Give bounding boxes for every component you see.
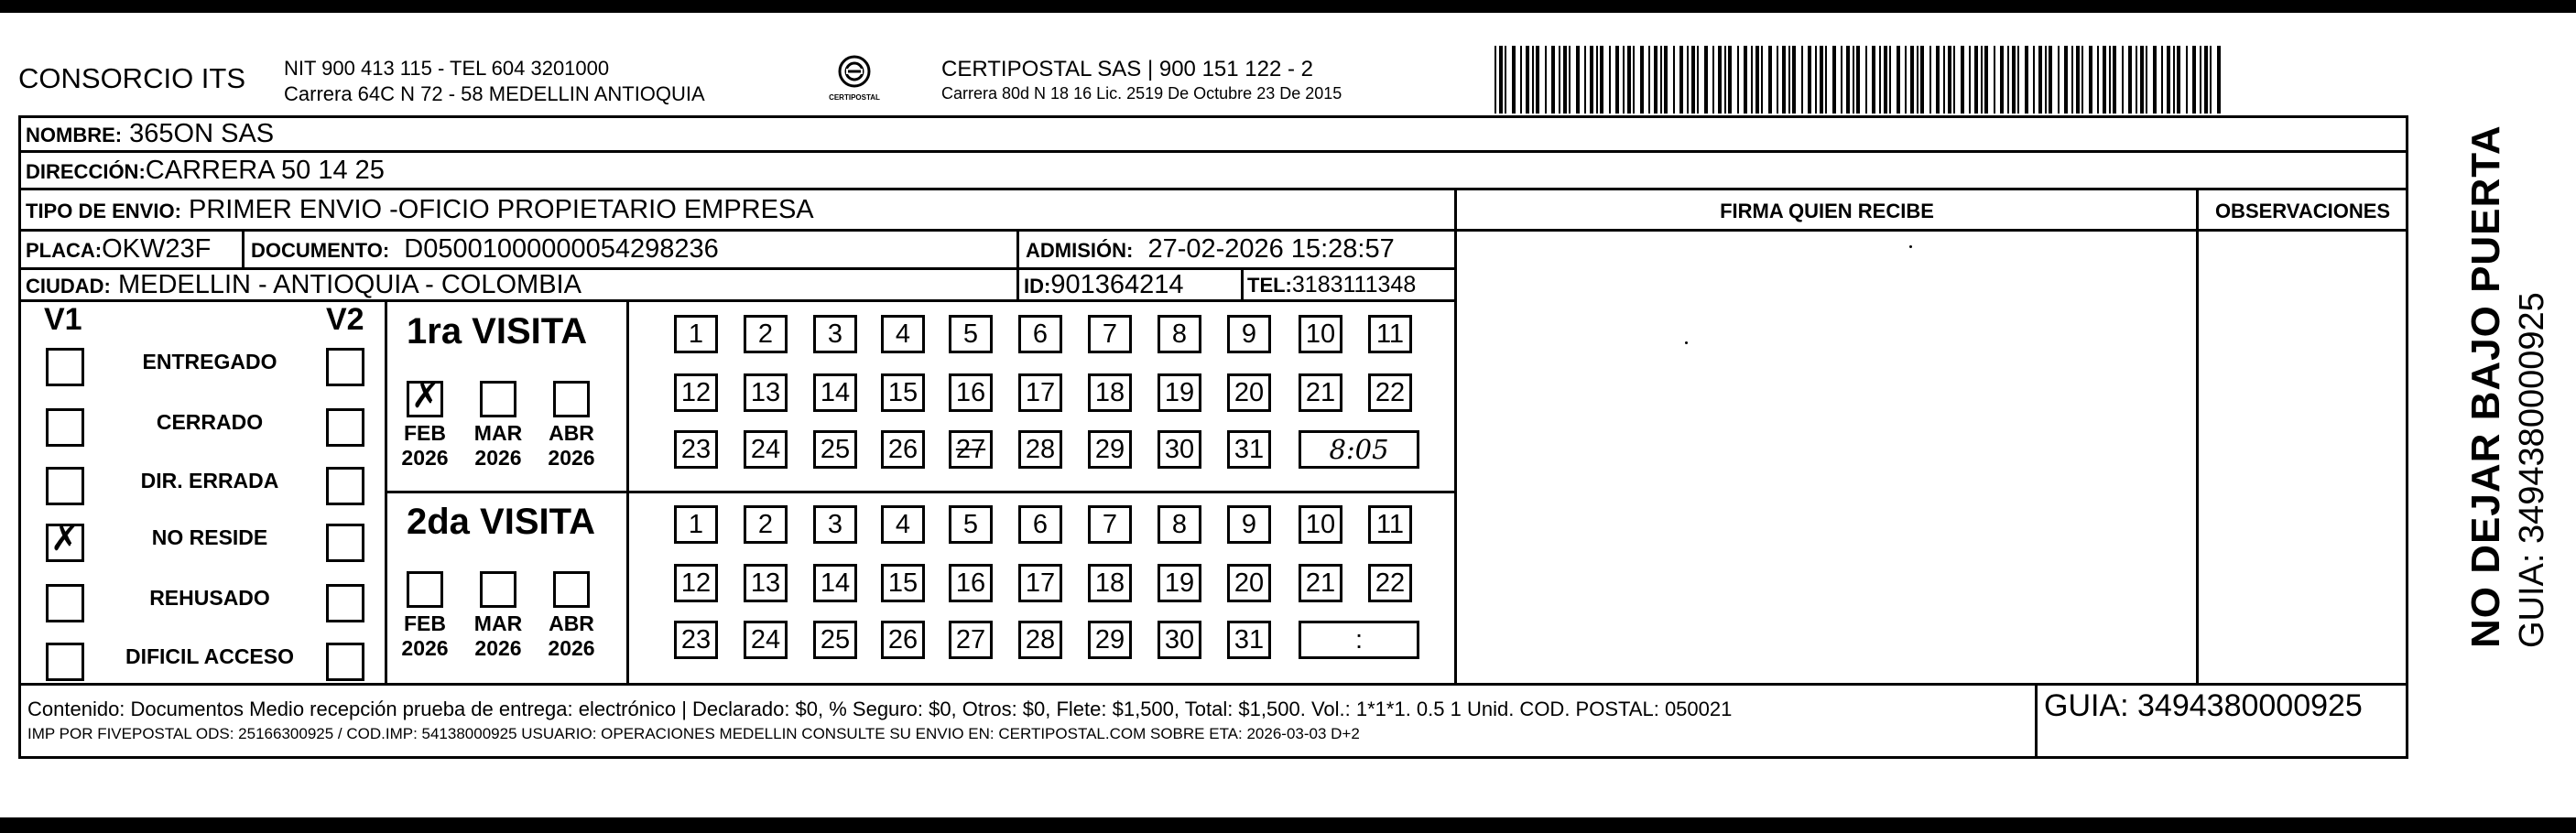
barcode-bar: [2058, 46, 2060, 114]
footer-content-line: Contenido: Documentos Medio recepción prueba de entrega: electrónico | Declarado: $0, % Seguro: $0, Otros: $0, Flete: $1,500, Total: $1,500. Vol.: 1*1*1. 0.5 1 Unid. COD. POSTAL: 050021: [27, 698, 1733, 720]
barcode-bar: [1879, 46, 1881, 114]
v2-checkbox[interactable]: [326, 408, 364, 447]
barcode-bar: [1994, 46, 1995, 114]
barcode-bar: [1718, 46, 1722, 114]
frame-line: [18, 229, 2408, 232]
frame-line: [242, 229, 245, 269]
barcode-bar: [1505, 46, 1506, 114]
day-box[interactable]: 16: [949, 373, 993, 412]
barcode-bar: [1590, 46, 1593, 114]
day-box[interactable]: 3: [813, 505, 857, 544]
day-box[interactable]: 26: [881, 430, 925, 469]
day-box[interactable]: 28: [1018, 430, 1062, 469]
status-label: REHUSADO: [149, 586, 270, 610]
tipo-row: [26, 195, 814, 225]
v1-checkbox[interactable]: [46, 643, 84, 681]
day-box[interactable]: 29: [1088, 621, 1132, 659]
barcode-bar: [2064, 46, 2068, 114]
bottom-border-bar: [0, 817, 2576, 833]
barcode-bar: [2109, 46, 2111, 114]
company-nit: NIT 900 413 115 - TEL 604 3201000: [284, 57, 610, 80]
frame-line: [2406, 115, 2408, 759]
barcode-bar: [1841, 46, 1842, 114]
year-label: 2026: [474, 636, 522, 660]
barcode-bar: [1724, 46, 1726, 114]
barcode-bar: [1687, 46, 1689, 114]
time-field[interactable]: :: [1299, 621, 1419, 659]
day-box[interactable]: 27: [949, 430, 993, 469]
barcode-bar: [2017, 46, 2019, 114]
placa-row: [26, 234, 211, 265]
barcode-bar: [1545, 46, 1547, 114]
day-box[interactable]: 17: [1018, 373, 1062, 412]
v1-checkbox[interactable]: [46, 518, 84, 562]
checkmark-icon: ✗: [411, 375, 440, 416]
barcode-bar: [2038, 46, 2042, 114]
barcode-bar: [2122, 46, 2124, 114]
tracking-barcode: [1493, 46, 2225, 114]
v2-checkbox[interactable]: [326, 524, 364, 562]
visit2-title: 2da VISITA: [407, 502, 595, 542]
barcode-bar: [2012, 46, 2016, 114]
barcode-bar: [1679, 46, 1683, 114]
barcode-bar: [1615, 46, 1619, 114]
no-dejar-warning: NO DEJAR BAJO PUERTA: [2463, 124, 2508, 648]
day-box[interactable]: 13: [744, 373, 788, 412]
side-guia: GUIA: 3494380000925: [2513, 292, 2551, 648]
barcode-bar: [2186, 46, 2188, 114]
logo-text: CERTIPOSTAL: [829, 93, 880, 102]
barcode-bar: [2097, 46, 2099, 114]
day-box[interactable]: 2: [744, 315, 788, 353]
guia-number: GUIA: 3494380000925: [2044, 688, 2363, 723]
day-box[interactable]: 23: [674, 430, 718, 469]
day-box[interactable]: 17: [1018, 564, 1062, 602]
frame-line: [18, 188, 2408, 190]
barcode-bar: [2177, 46, 2180, 114]
barcode-bar: [1728, 46, 1732, 114]
day-box[interactable]: 2: [744, 505, 788, 544]
day-box[interactable]: 14: [813, 564, 857, 602]
v1-checkbox[interactable]: [46, 408, 84, 447]
barcode-bar: [1596, 46, 1598, 114]
company-name: CONSORCIO ITS: [18, 62, 246, 94]
barcode-bar: [2200, 46, 2201, 114]
barcode-bar: [1777, 46, 1778, 114]
month-label: FEB: [404, 421, 446, 445]
barcode-bar: [2000, 46, 2004, 114]
barcode-bar: [1551, 46, 1555, 114]
barcode-bar: [2033, 46, 2035, 114]
day-box[interactable]: 12: [674, 564, 718, 602]
barcode-bar: [1981, 46, 1983, 114]
barcode-bar: [2045, 46, 2047, 114]
barcode-bar: [1755, 46, 1759, 114]
barcode-bar: [1815, 46, 1817, 114]
barcode-bar: [1920, 46, 1924, 114]
barcode-bar: [1532, 46, 1534, 114]
barcode-bar: [1872, 46, 1875, 114]
barcode-bar: [1808, 46, 1811, 114]
barcode-bar: [2136, 46, 2137, 114]
top-border-bar: [0, 0, 2576, 13]
barcode-bar: [1627, 46, 1631, 114]
barcode-bar: [1884, 46, 1887, 114]
firma-header: FIRMA QUIEN RECIBE: [1720, 200, 1934, 222]
day-box[interactable]: 18: [1088, 373, 1132, 412]
status-label: DIR. ERRADA: [140, 469, 279, 492]
frame-line: [18, 683, 2408, 686]
day-box[interactable]: 11: [1368, 315, 1412, 353]
barcode-bar: [2049, 46, 2052, 114]
barcode-bar: [1673, 46, 1675, 114]
barcode-bar: [1905, 46, 1907, 114]
frame-line: [2035, 683, 2038, 759]
barcode-bar: [1865, 46, 1867, 114]
day-box[interactable]: 10: [1299, 505, 1342, 544]
month-label: FEB: [404, 611, 446, 635]
barcode-bar: [2146, 46, 2147, 114]
barcode-bar: [1495, 46, 1496, 114]
month-checkbox[interactable]: [407, 571, 443, 608]
day-box[interactable]: 30: [1158, 621, 1201, 659]
day-box[interactable]: 10: [1299, 315, 1342, 353]
day-box[interactable]: 27: [949, 621, 993, 659]
frame-line: [18, 150, 2408, 153]
day-box[interactable]: 21: [1299, 373, 1342, 412]
month-label: MAR: [473, 611, 523, 635]
barcode-bar: [1856, 46, 1860, 114]
frame-line: [1454, 188, 1457, 685]
month-checkbox[interactable]: [553, 381, 590, 417]
placa-label: PLACA:: [26, 239, 103, 262]
barcode-bar: [1936, 46, 1940, 114]
barcode-bar: [1792, 46, 1796, 114]
day-box[interactable]: 21: [1299, 564, 1342, 602]
barcode-bar: [1536, 46, 1539, 114]
day-box[interactable]: 8: [1158, 505, 1201, 544]
day-box[interactable]: 6: [1018, 315, 1062, 353]
barcode-bar: [2167, 46, 2170, 114]
direccion-value: CARRERA 50 14 25: [145, 156, 385, 185]
day-box[interactable]: 20: [1227, 564, 1271, 602]
barcode-bar: [2089, 46, 2092, 114]
year-label: 2026: [548, 446, 595, 470]
barcode-bar: [1832, 46, 1836, 114]
barcode-bar: [1953, 46, 1955, 114]
certipostal-license: Carrera 80d N 18 16 Lic. 2519 De Octubre 23 De 2015: [941, 84, 1342, 103]
barcode-bar: [2025, 46, 2028, 114]
barcode-bar: [1648, 46, 1650, 114]
barcode-bar: [1526, 46, 1529, 114]
frame-line: [2196, 188, 2199, 685]
barcode-bar: [1801, 46, 1803, 114]
barcode-bar: [1623, 46, 1625, 114]
barcode-bar: [2140, 46, 2144, 114]
day-box[interactable]: 28: [1018, 621, 1062, 659]
day-box[interactable]: 9: [1227, 315, 1271, 353]
documento-label: DOCUMENTO:: [251, 239, 390, 262]
barcode-bar: [1897, 46, 1900, 114]
frame-line: [1241, 267, 1244, 301]
day-box[interactable]: 24: [744, 621, 788, 659]
month-checkbox[interactable]: [480, 571, 516, 608]
barcode-bar: [2217, 46, 2221, 114]
barcode-bar: [1929, 46, 1931, 114]
day-box[interactable]: 4: [881, 315, 925, 353]
checkmark-icon: ✗: [50, 518, 80, 558]
year-label: 2026: [401, 446, 449, 470]
day-box[interactable]: 25: [813, 430, 857, 469]
v1-checkbox[interactable]: [46, 467, 84, 505]
day-box[interactable]: 29: [1088, 430, 1132, 469]
day-box[interactable]: 16: [949, 564, 993, 602]
nombre-label: NOMBRE:: [26, 124, 123, 146]
frame-line: [18, 115, 21, 759]
barcode-bar: [1948, 46, 1951, 114]
month-checkbox[interactable]: [553, 571, 590, 608]
id-row: [1024, 270, 1183, 300]
day-box[interactable]: 14: [813, 373, 857, 412]
barcode-bar: [1600, 46, 1603, 114]
day-box[interactable]: 15: [881, 564, 925, 602]
barcode-bar: [2113, 46, 2116, 114]
day-box[interactable]: 31: [1227, 430, 1271, 469]
frame-line: [1016, 229, 1019, 269]
day-box[interactable]: 31: [1227, 621, 1271, 659]
admision-row: [1026, 234, 1395, 265]
barcode-bar: [2007, 46, 2009, 114]
admision-label: ADMISIÓN:: [1026, 239, 1134, 262]
day-box[interactable]: 30: [1158, 430, 1201, 469]
month-checkbox[interactable]: [407, 375, 443, 417]
barcode-bar: [1984, 46, 1988, 114]
barcode-bar: [1974, 46, 1978, 114]
footer-print-line: IMP POR FIVEPOSTAL ODS: 25166300925 / COD.IMP: 54138000925 USUARIO: OPERACIONES MEDELLIN CONSULTE SU ENVIO EN: CERTIPOSTAL.COM SOBRE ETA: 2026-03-03 D+2: [27, 725, 1360, 742]
frame-line: [18, 115, 2408, 118]
certipostal-info: CERTIPOSTAL SAS | 900 151 122 - 2: [941, 57, 1313, 81]
certipostal-logo: [821, 53, 888, 108]
v2-header: V2: [326, 302, 364, 337]
v2-checkbox[interactable]: [326, 643, 364, 681]
barcode-bar: [1660, 46, 1662, 114]
v2-checkbox[interactable]: [326, 348, 364, 386]
barcode-bar: [1640, 46, 1644, 114]
barcode-bar: [1768, 46, 1772, 114]
barcode-bar: [1520, 46, 1522, 114]
barcode-bar: [2153, 46, 2157, 114]
frame-line: [1016, 267, 1019, 301]
admision-value: 27-02-2026 15:28:57: [1147, 234, 1395, 264]
day-box[interactable]: 3: [813, 315, 857, 353]
barcode-bar: [1576, 46, 1580, 114]
documento-row: [251, 234, 719, 265]
side-label: [2463, 124, 2551, 648]
signature-dot: [1685, 341, 1688, 344]
barcode-bar: [1499, 46, 1503, 114]
day-box[interactable]: 9: [1227, 505, 1271, 544]
barcode-bar: [1961, 46, 1964, 114]
visit1-title: 1ra VISITA: [407, 311, 588, 352]
month-label: ABR: [549, 611, 594, 635]
id-value: 901364214: [1050, 270, 1184, 299]
signature-dot: [1909, 245, 1912, 248]
barcode-bar: [1704, 46, 1708, 114]
barcode-bar: [1820, 46, 1823, 114]
day-box[interactable]: 1: [674, 505, 718, 544]
barcode-bar: [1559, 46, 1560, 114]
year-label: 2026: [401, 636, 449, 660]
barcode-bar: [2103, 46, 2106, 114]
day-box[interactable]: 18: [1088, 564, 1132, 602]
barcode-bar: [1969, 46, 1971, 114]
tipo-label: TIPO DE ENVIO:: [26, 200, 181, 222]
status-label: ENTREGADO: [142, 350, 277, 373]
company-address: Carrera 64C N 72 - 58 MEDELLIN ANTIOQUIA: [284, 82, 705, 105]
day-box[interactable]: 12: [674, 373, 718, 412]
v1-header: V1: [44, 302, 82, 337]
ciudad-label: CIUDAD:: [26, 275, 111, 298]
barcode-bar: [2173, 46, 2175, 114]
barcode-bar: [2204, 46, 2208, 114]
day-box[interactable]: 7: [1088, 505, 1132, 544]
status-label: DIFICIL ACCESO: [125, 644, 294, 668]
day-box[interactable]: 11: [1368, 505, 1412, 544]
barcode-bar: [2071, 46, 2073, 114]
day-box[interactable]: 19: [1158, 564, 1201, 602]
day-box[interactable]: 7: [1088, 315, 1132, 353]
day-box[interactable]: 8: [1158, 315, 1201, 353]
day-box[interactable]: 15: [881, 373, 925, 412]
year-label: 2026: [474, 446, 522, 470]
nombre-row: [26, 119, 274, 149]
barcode-bar: [1846, 46, 1850, 114]
day-box[interactable]: 23: [674, 621, 718, 659]
day-box[interactable]: 19: [1158, 373, 1201, 412]
day-box[interactable]: 13: [744, 564, 788, 602]
barcode-bar: [1664, 46, 1668, 114]
month-label: MAR: [473, 421, 523, 445]
barcode-bar: [1917, 46, 1918, 114]
v1-checkbox[interactable]: [46, 348, 84, 386]
day-box[interactable]: 4: [881, 505, 925, 544]
day-box[interactable]: 20: [1227, 373, 1271, 412]
barcode-bar: [1569, 46, 1571, 114]
day-box[interactable]: 25: [813, 621, 857, 659]
barcode-bar: [1744, 46, 1747, 114]
day-box[interactable]: 5: [949, 315, 993, 353]
barcode-bar: [2076, 46, 2080, 114]
barcode-bar: [1609, 46, 1611, 114]
v1-checkbox[interactable]: [46, 584, 84, 622]
tel-row: [1247, 272, 1416, 298]
barcode-bar: [2192, 46, 2196, 114]
barcode-bar: [1697, 46, 1699, 114]
barcode-bar: [1788, 46, 1790, 114]
observaciones-header: OBSERVACIONES: [2214, 200, 2391, 222]
barcode-bar: [1782, 46, 1786, 114]
nombre-value: 365ON SAS: [129, 119, 275, 148]
barcode-bar: [1584, 46, 1586, 114]
barcode-bar: [1889, 46, 1891, 114]
day-box[interactable]: 26: [881, 621, 925, 659]
day-box[interactable]: 6: [1018, 505, 1062, 544]
documento-value: D05001000000054298236: [404, 234, 719, 264]
frame-line: [385, 491, 1456, 493]
barcode-bar: [1563, 46, 1567, 114]
barcode-bar: [2128, 46, 2132, 114]
barcode-bar: [1737, 46, 1739, 114]
tel-value: 3183111348: [1291, 272, 1417, 298]
barcode-bar: [1512, 46, 1516, 114]
tipo-value: PRIMER ENVIO -OFICIO PROPIETARIO EMPRESA: [188, 195, 814, 224]
status-label: CERRADO: [156, 410, 264, 434]
barcode-bar: [1910, 46, 1914, 114]
barcode-bar: [1654, 46, 1658, 114]
barcode-bar: [2081, 46, 2083, 114]
frame-line: [18, 756, 2408, 759]
year-label: 2026: [548, 636, 595, 660]
barcode-bar: [1633, 46, 1635, 114]
barcode-bar: [2210, 46, 2212, 114]
month-label: ABR: [549, 421, 594, 445]
day-box[interactable]: 5: [949, 505, 993, 544]
tel-label: TEL:: [1247, 274, 1292, 297]
barcode-bar: [1691, 46, 1695, 114]
v2-checkbox[interactable]: [326, 584, 364, 622]
barcode-bar: [1751, 46, 1753, 114]
barcode-bar: [1943, 46, 1945, 114]
time-field[interactable]: 8:05: [1299, 430, 1419, 469]
barcode-bar: [1712, 46, 1714, 114]
day-box[interactable]: 1: [674, 315, 718, 353]
day-box[interactable]: 22: [1368, 564, 1412, 602]
direccion-label: DIRECCIÓN:: [26, 160, 146, 183]
barcode-bar: [2161, 46, 2163, 114]
id-label: ID:: [1024, 275, 1051, 298]
status-label: NO RESIDE: [151, 525, 268, 549]
day-box[interactable]: 22: [1368, 373, 1412, 412]
barcode-bar: [1825, 46, 1827, 114]
v2-checkbox[interactable]: [326, 467, 364, 505]
ciudad-value: MEDELLIN - ANTIOQUIA - COLOMBIA: [117, 270, 582, 299]
day-box[interactable]: 24: [744, 430, 788, 469]
ciudad-row: [26, 270, 582, 300]
month-checkbox[interactable]: [480, 381, 516, 417]
placa-value: OKW23F: [102, 234, 212, 264]
direccion-row: [26, 156, 385, 186]
barcode-bar: [1761, 46, 1763, 114]
barcode-bar: [1853, 46, 1854, 114]
